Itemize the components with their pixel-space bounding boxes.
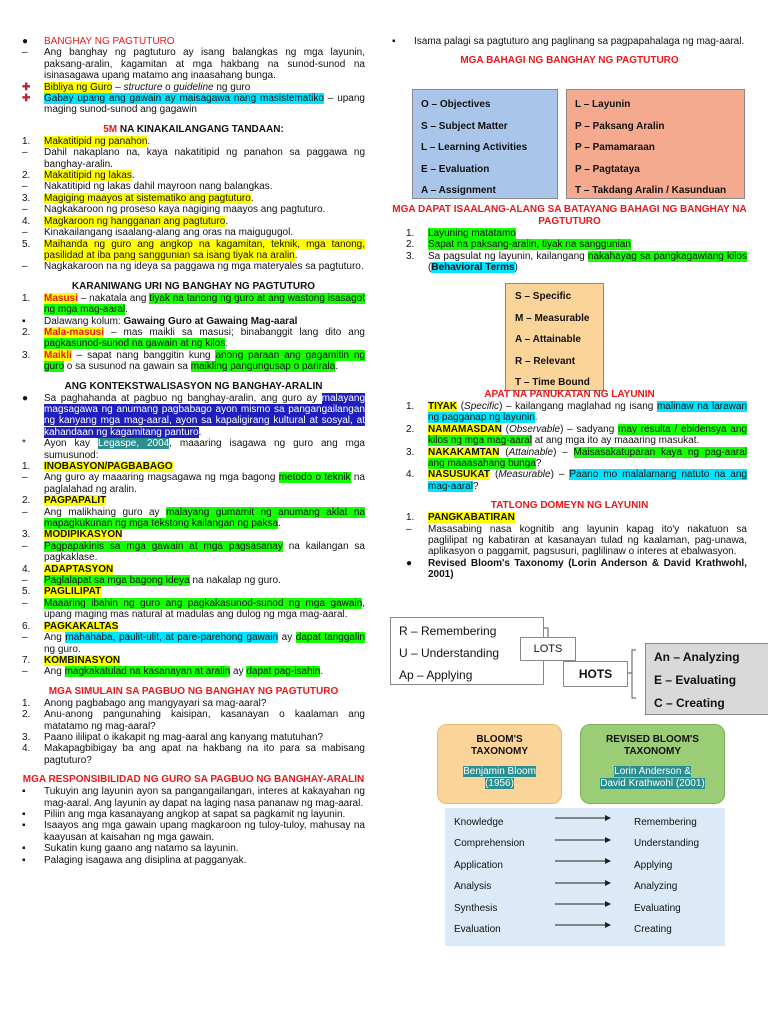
- bullet-icon: ●: [22, 36, 29, 47]
- heading-apat: APAT NA PANUKATAN NG LAYUNIN: [484, 389, 655, 400]
- definition: – Ang banghay ng pagtuturo ay isang balangkas ng mga layunin, paksang-aralin, kagamitan at mga hakbang na sunod-sunod na isinasagawa upang matamo ang inaasahang bunga.: [22, 47, 365, 82]
- hots-label: HOTS: [563, 661, 628, 687]
- measure-item: 3. NAKAKAMTAN (Attainable) – Maisasakatuparan kaya ng pag-aaral ang maaasahang bunga?: [406, 446, 748, 470]
- taxonomy-mapping-table: [445, 808, 725, 946]
- gabay-item: ✚ Gabay upang ang gawain ay maisagawa nang masistematiko – upang maging sunod-sunod ang gagawin: [22, 93, 365, 116]
- resp-item: ▪ Palaging isagawa ang disiplina at pagganyak.: [22, 854, 247, 866]
- bloom-level: Evaluation: [454, 924, 501, 936]
- heading-responsibilidad: MGA RESPONSIBILIDAD NG GURO SA PAGBUO NG BANGHAY-ARALIN: [22, 774, 365, 786]
- objectives-box: O – Objectives S – Subject Matter L – Learning Activities E – Evaluation A – Assignment: [412, 89, 558, 199]
- plus-arrow-icon: ✚: [22, 93, 31, 105]
- left-column: ● BANGHAY NG PAGTUTURO – Ang banghay ng pagtuturo ay isang balangkas ng mga layunin, paksang-aralin, kagamitan at mga hakbang na sunod-sunod na isinasagawa upang matamo ang inaasahang bunga. ✚ Bibliya ng Guro – structure o guideline ng guro ✚ Gabay upang ang gawain ay maisagawa nang masistematiko – upang maging sunod-sunod ang gagawin 5M NA KINAKAILANGANG TANDAAN: 1. Makatitipid ng panahon. – Dahil nakaplano na, kaya nakatitipid ng panahon sa paggawa ng banghay-aralin. 2. Makatitipid ng lakas. – Nakatitipid ng lakas dahil mayroon nang balangkas. 3. Magiging maayos at sistematiko ang pagtuturo. – Nagkakaroon ng proseso kaya nagiging maayos ang pagtuturo. 4. Magkaroon ng hangganan ang pagtuturo. – Kinakailangang isaalang-alang ang oras na maigugugol. 5. Maihanda ng guro ang angkop na kagamitan, teknik, mga tanong, pasilidad at iba pang sanggunian sa isang tiyak na aralin. – Nagkakaroon na ng ideya sa paggawa ng mga materyales sa pagtuturo. KARANIWANG URI NG BANGHAY NG PAGTUTURO 1. Masusi – nakatala ang tiyak na tanong ng guro at ang wastong isasagot ng mga mag-aaral. ▪ Dalawang kolum: Gawaing Guro at Gawaing Mag-aaral 2. Mala-masusi – mas maikli sa masusi; binabanggit lang dito ang pagkasunod-sunod na gawain at ng kilos. 3. Maikli – sapat nang banggitin kung anong paraan ang gagamitin ng guro o sa susunod na gawain sa maikling pangungusap o parirala. ANG KONTEKSTWALISASYON NG BANGHAY-ARALIN ● Sa paghahanda at pagbuo ng banghay-aralin, ang guro ay malayang magsagawa ng anumang pagbabago ayon mismo sa pangangailangan ng kanyang mga mag-aaral, ayon sa kapaligirang kultural at sosyal, at kahandaan ng kagamitang panturo. * Ayon kay Legaspe, 2004, maaaring isagawa ng guro ang mga sumusunod: 1. INOBASYON/PAGBABAGO – Ang guro ay maaaring magsagawa ng mga bagong metodo o teknik na paglalahad ng aralin. 2. PAGPAPALIT – Ang malikhaing guro ay malayang gumamit ng anumang aklat na mapagkukunan ng mga tekstong kailangan ng paksa. 3. MODIPIKASYON – Pagpapakinis sa mga gawain at mga pagsasanay na kailangan sa pagkaklase. 4. ADAPTASYON – Paglalapat sa mga bagong ideya na nakalap ng guro. 5. PAGLILIPAT – Maaaring ibahin ng guro ang pagkakasunod-sunod ng mga gawain, upang maging mas natural at madulas ang dulog ng mga mag-aaral. 6. PAGKAKALTAS – Ang mahahaba, paulit-ulit, at pare-parehong gawain ay dapat tanggalin ng guro. 7. KOMBINASYON – Ang magkakatulad na kasanayan at aralin ay dapat pag-isahin. MGA SIMULAIN SA PAGBUO NG BANGHAY NG PAGTUTURO 1. Anong pagbabago ang mangyayari sa mag-aaral? 2. Anu-anong pangunahing kaisipan, kasanayan o kaalaman ang matatamo ng mag-aaral? 3. Paano ililipat o ikakapit ng mag-aaral ang kanyang matutuhan? 4. Makapagbibigay ba ang apat na hakbang na ito para sa mabisang pagtuturo? MGA RESPONSIBILIDAD NG GURO SA PAGBUO NG BANGHAY-ARALIN ▪ Tukuyin ang layunin ayon sa pangangailangan, interes at kakayahan ng mag-aaral. Ang layunin ay dapat na laging nasa pananaw ng mag-aaral. ▪ Piliin ang mga kasanayang angkop at sapat sa pagkamit ng layunin. ▪ Isaayos ang mga gawain upang magkaroon ng tuloy-tuloy, mahusay na kaayusan at kaisahan ng mga gawain. ▪ Sukatin kung gaano ang natamo sa layunin. ▪ Palaging isagawa ang disiplina at pagganyak.: [22, 36, 366, 866]
- bibliya-item: ✚ Bibliya ng Guro – structure o guideline ng guro: [22, 81, 251, 93]
- list-item: 3. Maikli – sapat nang banggitin kung anong paraan ang gagamitin ng guro o sa susunod na gawain sa maikling pangungusap o parirala.: [22, 349, 365, 373]
- heading-dapat: MGA DAPAT ISAALANG-ALANG SA BATAYANG BAHAGI NG BANGHAY NA PAGTUTURO: [392, 204, 747, 227]
- list-item: ● Sa paghahanda at pagbuo ng banghay-aralin, ang guro ay malayang magsagawa ng anumang pagbabago ayon mismo sa pangangailangan ng kanyang mga mag-aaral, ayon sa kapaligirang kultural at sosyal, at kahandaan ng kagamitang panturo.: [22, 392, 365, 438]
- revised-level: Analyzing: [634, 881, 678, 893]
- plus-arrow-icon: ✚: [22, 81, 31, 93]
- heading-5m: 5M NA KINAKAILANGANG TANDAAN:: [103, 123, 284, 135]
- measure-item: 4. NASUSUKAT (Measurable) – Paano mo malalamang natuto na ang mag-aaral?: [406, 469, 747, 492]
- strategy-item: 3. MODIPIKASYON: [22, 529, 123, 541]
- domain-item: 1. PANGKABATIRAN: [406, 512, 515, 524]
- revised-level: Understanding: [634, 838, 700, 850]
- list-item: * Ayon kay Legaspe, 2004, maaaring isagawa ng guro ang mga sumusunod:: [22, 438, 365, 461]
- list-item: 1. Layuning matatamo: [406, 228, 516, 239]
- hots-list-box: An – Analyzing E – Evaluating C – Creating: [645, 643, 768, 715]
- resp-item: ▪ Isaayos ang mga gawain upang magkaroon ng tuloy-tuloy, mahusay na kaayusan at kaisahan ng mga gawain.: [22, 820, 365, 843]
- measure-item: 1. TIYAK (Specific) – kailangang maglahad ng isang malinaw na larawan ng pagganap ng layunin.: [406, 401, 747, 424]
- bloom-level: Comprehension: [454, 838, 525, 850]
- list-item-desc: – Nakatitipid ng lakas dahil mayroon nang balangkas.: [22, 181, 273, 193]
- list-item: 2. Sapat na paksang-aralin, tiyak na sanggunian: [406, 239, 631, 251]
- list-item-desc: – Kinakailangang isaalang-alang ang oras na maigugugol.: [22, 227, 294, 239]
- blooms-taxonomy-card: BLOOM'S TAXONOMY Benjamin Bloom (1956): [437, 724, 562, 804]
- strategy-item: 1. INOBASYON/PAGBABAGO: [22, 461, 173, 472]
- list-item-desc: – Dahil nakaplano na, kaya nakatitipid ng panahon sa paggawa ng banghay-aralin.: [22, 147, 365, 170]
- heading-tatlo: TATLONG DOMEYN NG LAYUNIN: [490, 500, 649, 512]
- list-item: 2. Makatitipid ng lakas.: [22, 170, 135, 182]
- dash-icon: –: [22, 47, 28, 59]
- list-item: 5. Maihanda ng guro ang angkop na kagamitan, teknik, mga tanong, pasilidad at iba pang sanggunian sa isang tiyak na aralin.: [22, 238, 365, 261]
- list-item: 4. Magkaroon ng hangganan ang pagtuturo.: [22, 215, 229, 227]
- measure-item: 2. NAMAMASDAN (Observable) – sadyang may resulta / ebidensya ang kilos ng mga mag-aaral at ang mga ito ay maaaring masukat.: [406, 423, 747, 447]
- strategy-item: 2. PAGPAPALIT: [22, 495, 107, 507]
- revised-level: Evaluating: [634, 902, 681, 914]
- list-item: 2. Mala-masusi – mas maikli sa masusi; binabanggit lang dito ang pagkasunod-sunod na gawain at ng kilos.: [22, 326, 365, 350]
- revised-level: Remembering: [634, 817, 697, 828]
- intro-item: ▪ Isama palagi sa pagtuturo ang paglinang sa pagpapahalaga ng mag-aaral.: [392, 36, 745, 47]
- resp-item: ▪ Tukuyin ang layunin ayon sa pangangailangan, interes at kakayahan ng mag-aaral. Ang layunin ay dapat na laging nasa pananaw ng mag-aaral.: [22, 786, 365, 809]
- title-item: [22, 36, 365, 47]
- list-item: 1. Masusi – nakatala ang tiyak na tanong ng guro at ang wastong isasagot ng mga mag-aaral.: [22, 292, 366, 316]
- list-item-desc: – Nagkakaroon ng proseso kaya nagiging maayos ang pagtuturo.: [22, 204, 326, 216]
- section-title: BANGHAY NG PAGTUTURO: [44, 36, 175, 47]
- list-item-desc: – Nagkakaroon na ng ideya sa paggawa ng mga materyales sa pagtuturo.: [22, 261, 364, 273]
- heading-bahagi: MGA BAHAGI NG BANGHAY NG PAGTUTURO: [460, 55, 679, 67]
- question-item: 4. Makapagbibigay ba ang apat na hakbang na ito para sa mabisang pagtuturo?: [22, 743, 365, 766]
- strategy-item: 7. KOMBINASYON: [22, 654, 121, 666]
- lots-label: LOTS: [520, 637, 576, 661]
- lots-list-box: R – Remembering U – Understanding Ap – Applying: [390, 617, 544, 685]
- strategy-item: 5. PAGLILIPAT: [22, 586, 102, 598]
- bloom-level: Application: [454, 859, 503, 871]
- list-item: 1. Makatitipid ng panahon.: [22, 135, 151, 147]
- revised-blooms-card: REVISED BLOOM'S TAXONOMY Lorin Anderson & David Krathwohl (2001): [580, 724, 725, 804]
- list-item: 3. Sa pagsulat ng layunin, kailangang nakahayag sa pangkagawiang kilos (Behavioral Terms): [406, 250, 747, 274]
- bloom-level: Analysis: [454, 881, 492, 893]
- heading-simulain: MGA SIMULAIN SA PAGBUO NG BANGHAY NG PAGTUTURO: [48, 685, 339, 697]
- right-column: [392, 36, 747, 67]
- question-item: 3. Paano ililipat o ikakapit ng mag-aaral ang kanyang matutuhan?: [22, 731, 324, 743]
- revised-level: Creating: [634, 924, 672, 936]
- bloom-level: Knowledge: [454, 817, 504, 828]
- resp-item: ▪ Sukatin kung gaano ang natamo sa layunin.: [22, 843, 239, 855]
- revised-level: Applying: [634, 859, 673, 871]
- resp-item: ▪ Piliin ang mga kasanayang angkop at sapat sa pagkamit ng layunin.: [22, 808, 346, 820]
- heading-konteksto: ANG KONTEKSTWALISASYON NG BANGHAY-ARALIN: [64, 380, 323, 392]
- smart-box: S – Specific M – Measurable A – Attainable R – Relevant T – Time Bound: [505, 283, 604, 391]
- bloom-level: Synthesis: [454, 902, 498, 914]
- question-item: 2. Anu-anong pangunahing kaisipan, kasanayan o kaalaman ang matatamo ng mag-aaral?: [22, 709, 365, 732]
- heading-uri: KARANIWANG URI NG BANGHAY NG PAGTUTURO: [71, 280, 316, 292]
- strategy-item: 6. PAGKAKALTAS: [22, 620, 119, 632]
- rbt-item: ● Revised Bloom's Taxonomy (Lorin Anderson & David Krathwohl, 2001): [406, 557, 747, 581]
- question-item: 1. Anong pagbabago ang mangyayari sa mag-aaral?: [22, 697, 267, 709]
- strategy-item: 4. ADAPTASYON: [22, 563, 114, 575]
- layunin-box: L – Layunin P – Paksang Aralin P – Pamamaraan P – Pagtataya T – Takdang Aralin / Kasunduan: [566, 89, 745, 199]
- list-item: 3. Magiging maayos at sistematiko ang pagtuturo.: [22, 192, 254, 204]
- list-item-sub: ▪ Dalawang kolum: Gawaing Guro at Gawaing Mag-aaral: [22, 315, 298, 327]
